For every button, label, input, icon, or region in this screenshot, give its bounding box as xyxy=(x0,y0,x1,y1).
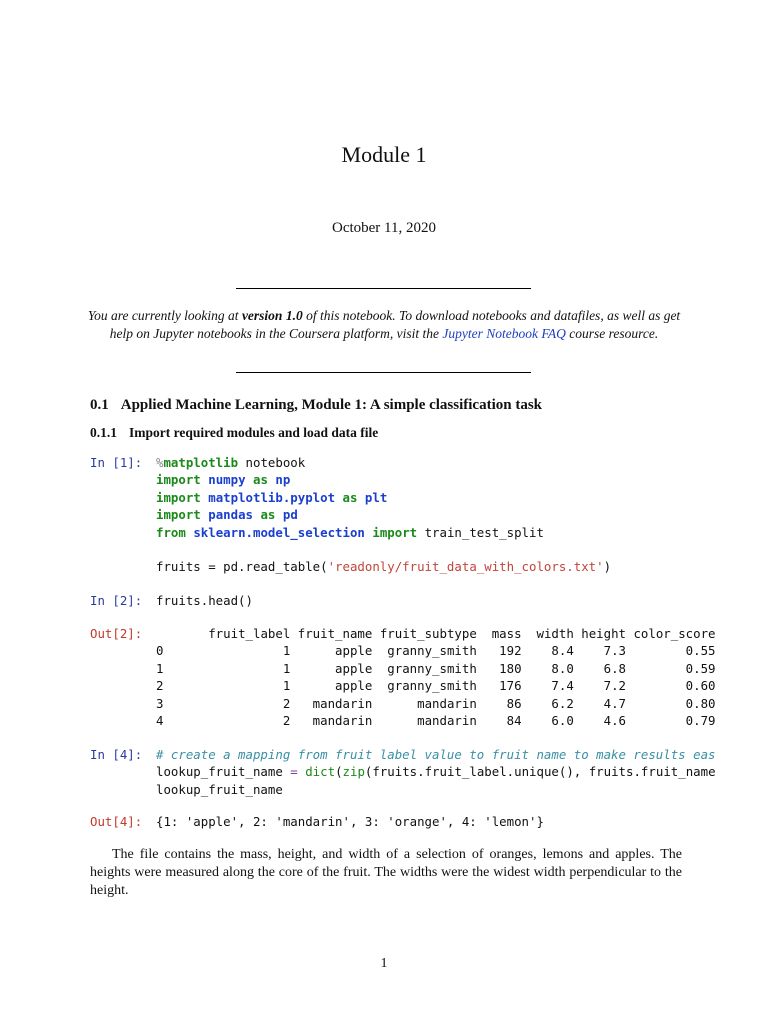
subsection-heading xyxy=(90,425,378,441)
zip-args: (fruits.fruit_label.unique(), fruits.fruit_name xyxy=(364,764,716,780)
out2-prompt: Out[2]: xyxy=(90,626,143,641)
as-keyword: as xyxy=(253,472,268,488)
lookup-expression: lookup_fruit_name xyxy=(156,781,283,797)
subsection-number: 0.1.1 xyxy=(90,425,117,440)
table-cell: 180 xyxy=(476,660,522,676)
table-cell: width xyxy=(521,626,574,641)
table-cell: 7.4 xyxy=(521,678,574,694)
table-cell: granny_smith xyxy=(372,678,477,694)
table-cell: 86 xyxy=(476,695,522,711)
magic-percent: % xyxy=(156,455,164,470)
import-keyword: import xyxy=(156,489,201,505)
table-cell: 0.60 xyxy=(626,678,716,694)
table-cell: mandarin xyxy=(372,695,477,711)
table-cell: 8.4 xyxy=(521,643,574,659)
out4-text: {1: 'apple', 2: 'mandarin', 3: 'orange', 4: 'lemon'} xyxy=(156,814,544,829)
table-cell: 2 xyxy=(200,695,291,711)
dataframe-output xyxy=(156,625,716,729)
table-cell: 7.2 xyxy=(573,678,626,694)
notice-mid: of this notebook. To download notebooks and datafiles, as well as get help on Jupyter notebooks in the Coursera platform, visit the xyxy=(109,308,681,341)
table-cell: granny_smith xyxy=(372,660,477,676)
table-row xyxy=(156,677,716,694)
cell2-code[interactable]: fruits.head() xyxy=(156,593,253,608)
table-cell: height xyxy=(573,626,626,641)
row-index: 3 xyxy=(156,695,201,711)
table-cell: 84 xyxy=(476,713,522,729)
table-cell: 1 xyxy=(200,643,291,659)
table-cell: 2 xyxy=(200,713,291,729)
imported-name: train_test_split xyxy=(417,524,544,540)
module-alias: np xyxy=(275,472,291,488)
document-title: Module 1 xyxy=(341,142,427,167)
section-title: Applied Machine Learning, Module 1: A simple classification task xyxy=(120,397,543,413)
module-name: matplotlib.pyplot xyxy=(208,489,336,505)
table-cell: 176 xyxy=(476,678,522,694)
table-row xyxy=(156,695,716,712)
from-keyword: from xyxy=(156,524,186,540)
table-cell: 1 xyxy=(200,678,291,694)
table-cell: 6.0 xyxy=(521,713,574,729)
section-number: 0.1 xyxy=(90,397,109,413)
zip-builtin: zip xyxy=(342,764,365,780)
module-name: numpy xyxy=(208,472,246,488)
as-keyword: as xyxy=(342,489,358,505)
table-cell: apple xyxy=(290,643,373,659)
magic-arg: notebook xyxy=(238,455,306,470)
section-heading xyxy=(90,397,542,414)
description-paragraph: The file contains the mass, height, and width of a selection of oranges, lemons and apples. The heights were measured along the core of the fruit. The widths were the widest width perpendicular to the height. xyxy=(90,847,682,898)
subsection-title: Import required modules and load data file xyxy=(129,425,379,440)
dict-builtin: dict xyxy=(305,764,336,780)
table-cell: color_score xyxy=(626,626,716,641)
file-path-string: 'readonly/fruit_data_with_colors.txt' xyxy=(327,559,604,575)
row-index: 4 xyxy=(156,713,201,729)
divider-top xyxy=(236,288,531,289)
table-cell: 4.7 xyxy=(573,695,626,711)
row-index: 0 xyxy=(156,643,201,659)
cell4-code[interactable] xyxy=(156,746,716,798)
read-table-call: fruits = pd.read_table( xyxy=(156,559,328,575)
version-notice xyxy=(86,307,682,343)
notice-post: course resource. xyxy=(565,326,659,341)
open-paren: ( xyxy=(335,764,343,780)
table-cell: mass xyxy=(476,626,522,641)
notice-version: version 1.0 xyxy=(241,308,303,323)
magic-command: matplotlib xyxy=(163,455,239,470)
assign-operator: = xyxy=(290,764,298,780)
table-header xyxy=(156,625,716,642)
table-cell: mandarin xyxy=(290,713,373,729)
import-keyword: import xyxy=(156,507,201,523)
cell2-prompt: In [2]: xyxy=(90,593,143,608)
module-name: pandas xyxy=(208,507,253,523)
cell4-prompt: In [4]: xyxy=(90,747,143,762)
out4-prompt: Out[4]: xyxy=(90,814,143,829)
table-cell: mandarin xyxy=(372,713,477,729)
row-index: 2 xyxy=(156,678,201,694)
table-cell: fruit_subtype xyxy=(372,626,477,641)
table-cell: 6.2 xyxy=(521,695,574,711)
table-cell: fruit_label xyxy=(200,626,291,641)
table-cell: 1 xyxy=(200,660,291,676)
table-cell: 7.3 xyxy=(573,643,626,659)
module-name: sklearn.model_selection xyxy=(193,524,365,540)
document-date: October 11, 2020 xyxy=(331,220,436,236)
table-cell: fruit_name xyxy=(290,626,373,641)
table-cell: 0.59 xyxy=(626,660,716,676)
module-alias: pd xyxy=(282,507,298,523)
table-row xyxy=(156,642,716,659)
table-cell: 0.80 xyxy=(626,695,716,711)
notice-pre: You are currently looking at xyxy=(87,308,242,323)
as-keyword: as xyxy=(260,507,276,523)
table-cell: 0.79 xyxy=(626,713,716,729)
close-paren: ) xyxy=(603,559,612,575)
code-comment: # create a mapping from fruit label value to fruit name to make results eas xyxy=(156,747,716,762)
divider-bottom xyxy=(236,372,531,373)
faq-link[interactable]: Jupyter Notebook FAQ xyxy=(442,326,566,341)
table-cell: 8.0 xyxy=(521,660,574,676)
row-index: 1 xyxy=(156,660,201,676)
table-cell: granny_smith xyxy=(372,643,477,659)
table-cell: 6.8 xyxy=(573,660,626,676)
page-number: 1 xyxy=(380,956,388,971)
table-row xyxy=(156,660,716,677)
import-keyword: import xyxy=(156,472,201,488)
module-alias: plt xyxy=(364,489,388,505)
import-keyword: import xyxy=(372,524,418,540)
table-cell: 4.6 xyxy=(573,713,626,729)
cell1-prompt: In [1]: xyxy=(90,455,143,470)
row-index xyxy=(156,626,201,641)
assign-target: lookup_fruit_name xyxy=(156,764,291,780)
table-row xyxy=(156,712,716,729)
table-cell: mandarin xyxy=(290,695,373,711)
table-cell: apple xyxy=(290,678,373,694)
table-cell: apple xyxy=(290,660,373,676)
table-cell: 0.55 xyxy=(626,643,716,659)
table-cell: 192 xyxy=(476,643,522,659)
cell1-code[interactable] xyxy=(156,454,611,576)
